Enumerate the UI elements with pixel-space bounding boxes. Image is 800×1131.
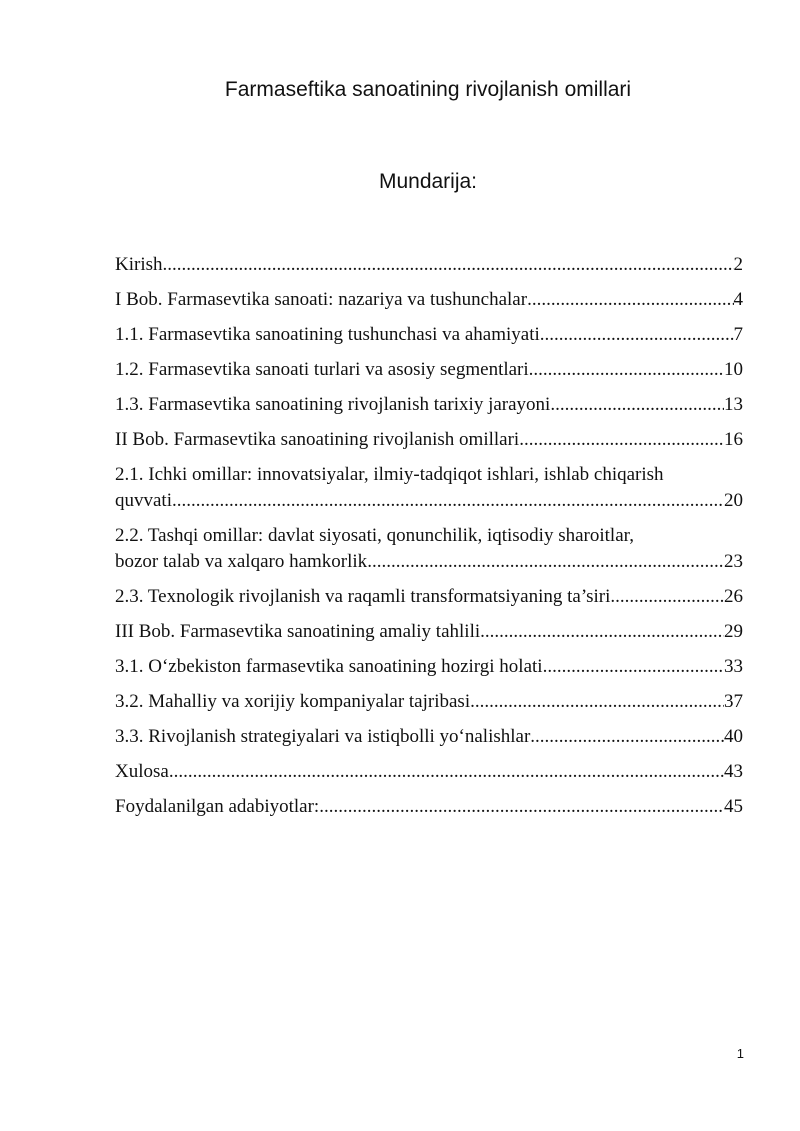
toc-dot-leader — [527, 287, 733, 313]
toc-entry-text: 2.3. Texnologik rivojlanish va raqamli transformatsiyaning ta’siri — [115, 586, 611, 607]
toc-entry-line — [115, 287, 743, 313]
toc-entry-line — [115, 619, 743, 645]
toc-dot-leader — [480, 619, 724, 645]
document-title: Farmaseftika sanoatining rivojlanish omillari — [224, 78, 632, 101]
toc-page-number: 37 — [724, 691, 743, 712]
toc-dot-leader — [610, 584, 724, 610]
toc-page-number: 10 — [724, 359, 743, 380]
toc-entry-text: 2.2. Tashqi omillar: davlat siyosati, qonunchilik, iqtisodiy sharoitlar, — [115, 525, 634, 546]
toc-entry-line — [115, 654, 743, 680]
toc-entry[interactable] — [115, 689, 743, 715]
toc-entry-text: 1.3. Farmasevtika sanoatining rivojlanish tarixiy jarayoni — [115, 394, 551, 415]
toc-entry-line — [115, 689, 743, 715]
toc-dot-leader — [540, 322, 734, 348]
toc-entry-line — [115, 357, 743, 383]
toc-entry-line — [115, 392, 743, 418]
toc-page-number: 29 — [724, 621, 743, 642]
toc-entry-text: III Bob. Farmasevtika sanoatining amaliy tahlili — [115, 621, 481, 642]
toc-entry-text: quvvati — [115, 490, 172, 511]
toc-entry-text: I Bob. Farmasevtika sanoati: nazariya va tushunchalar — [115, 289, 528, 310]
toc-entry[interactable] — [115, 462, 743, 514]
toc-page-number: 43 — [724, 761, 743, 782]
toc-entry-text: 1.1. Farmasevtika sanoatining tushunchasi va ahamiyati — [115, 324, 540, 345]
toc-dot-leader — [319, 794, 724, 820]
toc-dot-leader — [529, 357, 724, 383]
toc-entry-line — [115, 724, 743, 750]
toc-dot-leader — [172, 488, 724, 514]
toc-entry[interactable] — [115, 794, 743, 820]
toc-entry-text: 1.2. Farmasevtika sanoati turlari va asosiy segmentlari — [115, 359, 529, 380]
toc-entry-line — [115, 462, 743, 488]
table-of-contents — [115, 252, 743, 829]
toc-entry-text: 3.1. O‘zbekiston farmasevtika sanoatining hozirgi holati — [115, 656, 543, 677]
toc-entry[interactable] — [115, 584, 743, 610]
toc-entry-line — [115, 794, 743, 820]
toc-entry[interactable] — [115, 654, 743, 680]
toc-entry[interactable] — [115, 759, 743, 785]
toc-entry-line — [115, 759, 743, 785]
toc-entry[interactable] — [115, 619, 743, 645]
toc-entry-text: Xulosa — [115, 761, 169, 782]
page-number: 1 — [736, 1046, 744, 1061]
toc-dot-leader — [470, 689, 724, 715]
toc-entry[interactable] — [115, 523, 743, 575]
toc-entry-line — [115, 427, 743, 453]
toc-dot-leader — [163, 252, 734, 278]
toc-page-number: 33 — [724, 656, 743, 677]
toc-entry[interactable] — [115, 287, 743, 313]
toc-page-number: 13 — [724, 394, 743, 415]
toc-entry[interactable] — [115, 357, 743, 383]
toc-dot-leader — [519, 427, 724, 453]
toc-page-number: 7 — [733, 324, 743, 345]
toc-dot-leader — [550, 392, 724, 418]
toc-page-number: 16 — [724, 429, 743, 450]
toc-entry-text: bozor talab va xalqaro hamkorlik — [115, 551, 368, 572]
toc-page-number: 4 — [733, 289, 743, 310]
toc-entry-line — [115, 584, 743, 610]
toc-entry[interactable] — [115, 252, 743, 278]
toc-page-number: 20 — [724, 490, 743, 511]
toc-dot-leader — [543, 654, 724, 680]
toc-entry[interactable] — [115, 322, 743, 348]
toc-entry-text: II Bob. Farmasevtika sanoatining rivojlanish omillari — [115, 429, 520, 450]
toc-entry[interactable] — [115, 392, 743, 418]
toc-entry[interactable] — [115, 724, 743, 750]
toc-entry-line — [115, 252, 743, 278]
toc-entry-text: Foydalanilgan adabiyotlar: — [115, 796, 320, 817]
toc-entry-line — [115, 549, 743, 575]
toc-entry-text: 3.2. Mahalliy va xorijiy kompaniyalar tajribasi — [115, 691, 471, 712]
toc-page-number: 23 — [724, 551, 743, 572]
toc-entry-text: 3.3. Rivojlanish strategiyalari va istiqbolli yo‘nalishlar — [115, 726, 531, 747]
toc-entry-line — [115, 322, 743, 348]
toc-entry-line — [115, 523, 743, 549]
toc-page-number: 45 — [724, 796, 743, 817]
toc-dot-leader — [530, 724, 724, 750]
toc-dot-leader — [169, 759, 724, 785]
toc-page-number: 26 — [724, 586, 743, 607]
toc-entry-text: Kirish — [115, 254, 163, 275]
toc-entry[interactable] — [115, 427, 743, 453]
toc-entry-text: 2.1. Ichki omillar: innovatsiyalar, ilmiy-tadqiqot ishlari, ishlab chiqarish — [115, 464, 664, 485]
toc-page-number: 2 — [733, 254, 743, 275]
toc-dot-leader — [367, 549, 724, 575]
toc-page-number: 40 — [724, 726, 743, 747]
toc-entry-line — [115, 488, 743, 514]
toc-heading: Mundarija: — [378, 170, 478, 193]
